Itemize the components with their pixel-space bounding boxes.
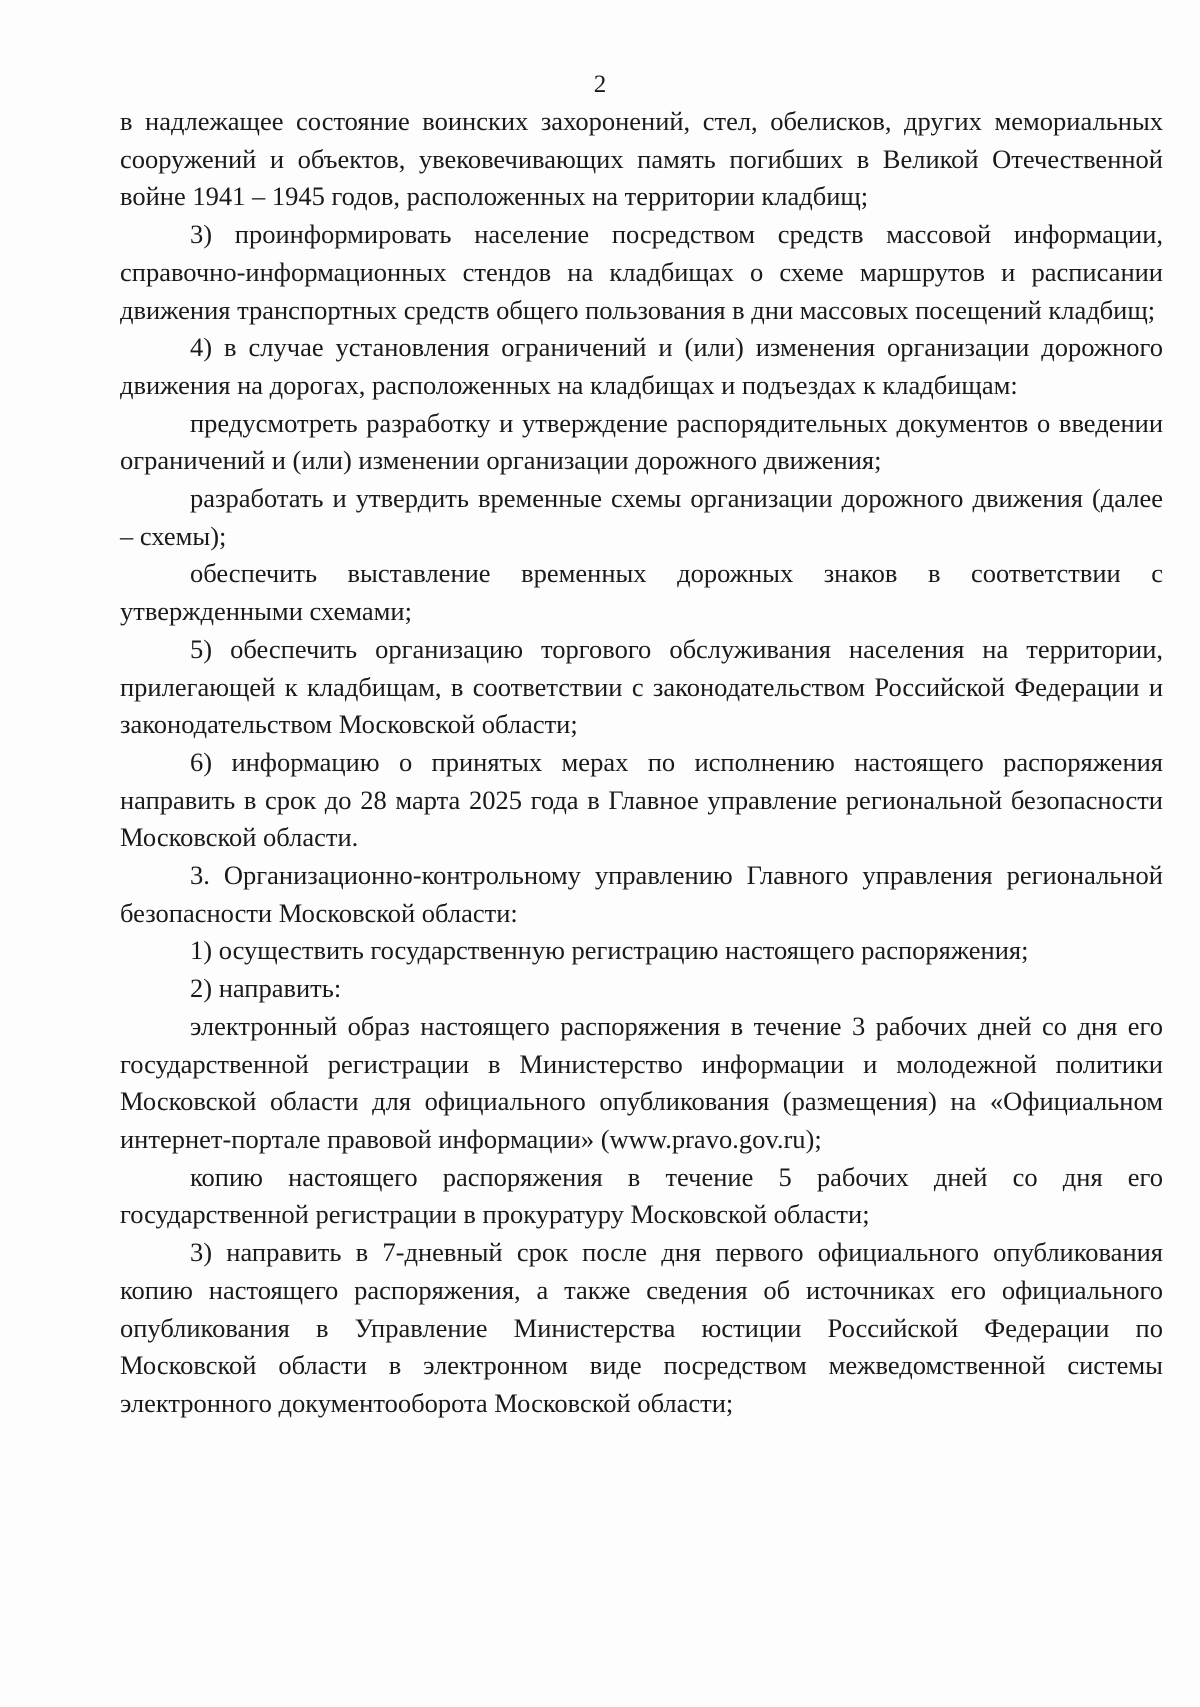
paragraph: 3) проинформировать население посредством средств массовой информации, справочно-информационных стендов на кладбищах о схеме маршрутов и расписании движения транспортных средств общего пользования в дни массовых посещений кладбищ;: [120, 219, 1163, 325]
paragraph: 1) осуществить государственную регистрацию настоящего распоряжения;: [190, 935, 1029, 966]
paragraph: 3. Организационно-контрольному управлению Главного управления региональной безопасности Московской области:: [120, 860, 1163, 928]
paragraph: разработать и утвердить временные схемы организации дорожного движения (далее – схемы);: [120, 483, 1163, 551]
paragraph: предусмотреть разработку и утверждение распорядительных документов о введении ограничений и (или) изменении организации дорожного движения;: [120, 407, 1163, 476]
document-body: [120, 103, 1163, 1423]
paragraph: 2) направить:: [190, 973, 342, 1004]
paragraph: 5) обеспечить организацию торгового обслуживания населения на территории, прилегающей к кладбищам, в соответствии с законодательством Российской Федерации и законодательством Московской области;: [120, 633, 1163, 740]
paragraph: обеспечить выставление временных дорожных знаков в соответствии с утвержденными схемами;: [120, 558, 1163, 627]
page-number: 2: [593, 71, 607, 98]
paragraph: копию настоящего распоряжения в течение 5 рабочих дней со дня его государственной регистрации в прокуратуру Московской области;: [120, 1161, 1163, 1230]
paragraph: 4) в случае установления ограничений и (или) изменения организации дорожного движения на дорогах, расположенных на кладбищах и подъездах к кладбищам:: [120, 332, 1163, 400]
paragraph: 3) направить в 7-дневный срок после дня первого официального опубликования копию настоящего распоряжения, а также сведения об источниках его официального опубликования в Управление Министерства юстиции Российской Федерации по Московской области в электронном виде посредством межведомственной системы электронного документооборота Московской области;: [120, 1237, 1163, 1418]
paragraph: 6) информацию о принятых мерах по исполнению настоящего распоряжения направить в срок до 28 марта 2025 года в Главное управление региональной безопасности Московской области.: [120, 746, 1163, 853]
paragraph: электронный образ настоящего распоряжения в течение 3 рабочих дней со дня его государственной регистрации в Министерство информации и молодежной политики Московской области для официального опубликования (размещения) на «Официальном интернет-портале правовой информации» (www.pravo.gov.ru);: [120, 1010, 1163, 1154]
paragraph: в надлежащее состояние воинских захоронений, стел, обелисков, других мемориальных сооружений и объектов, увековечивающих память погибших в Великой Отечественной войне 1941 – 1945 годов, расположенных на территории кладбищ;: [120, 106, 1163, 212]
